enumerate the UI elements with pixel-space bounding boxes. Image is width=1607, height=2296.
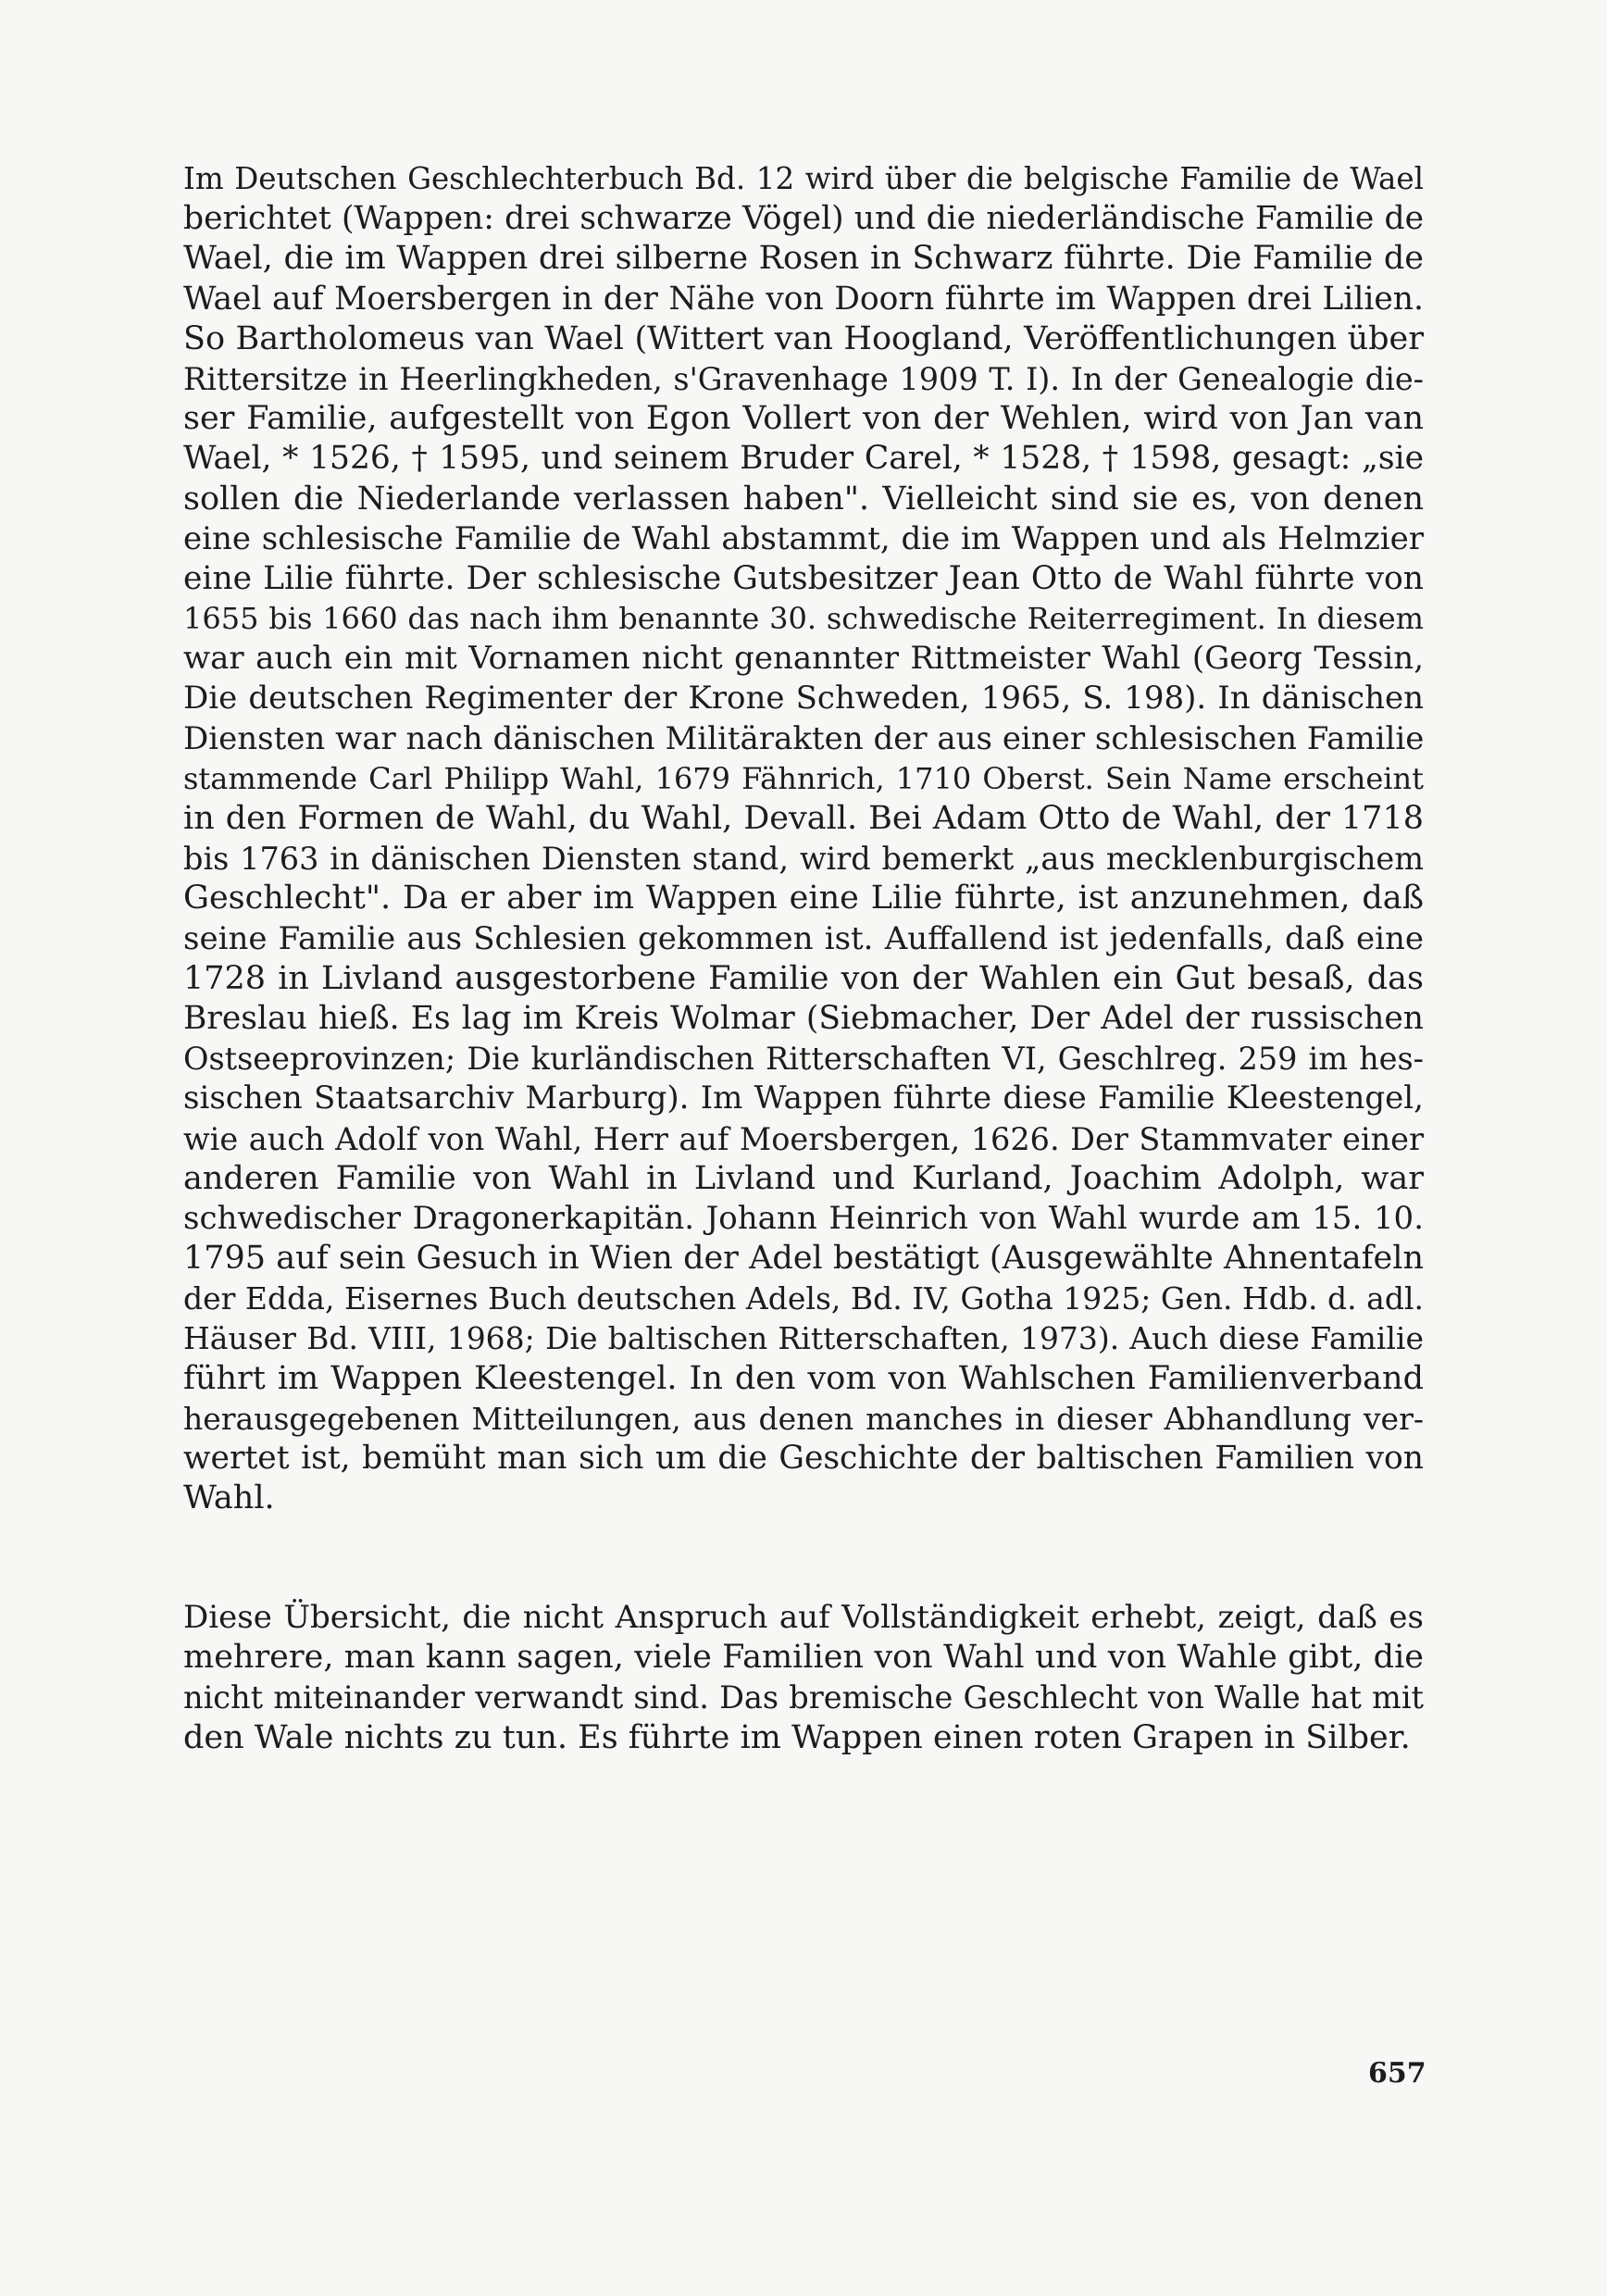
paragraph-1 [183,159,1424,1518]
text-line: Wael, * 1526, † 1595, und seinem Bruder Carel, * 1528, † 1598, gesagt: „sie [183,440,1424,478]
text-line: seine Familie aus Schlesien gekommen ist. Auffallend ist jedenfalls, daß eine [183,919,1424,957]
text-line: mehrere, man kann sagen, viele Familien von Wahl und von Wahle gibt, die [183,1639,1424,1677]
text-line: der Edda, Eisernes Buch deutschen Adels, Bd. IV, Gotha 1925; Gen. Hdb. d. adl. [183,1280,1424,1317]
text-line: in den Formen de Wahl, du Wahl, Devall. Bei Adam Otto de Wahl, der 1718 [183,800,1424,837]
text-line: 1795 auf sein Gesuch in Wien der Adel bestätigt (Ausgewählte Ahnentafeln [183,1240,1424,1278]
text-line: Diese Übersicht, die nicht Anspruch auf Vollständigkeit erhebt, zeigt, daß es [183,1599,1424,1636]
text-line: führt im Wappen Kleestengel. In den vom von Wahlschen Familienverband [183,1359,1424,1397]
text-line: den Wale nichts zu tun. Es führte im Wappen einen roten Grapen in Silber. [183,1718,1411,1756]
text-line: Die deutschen Regimenter der Krone Schweden, 1965, S. 198). In dänischen [183,680,1424,718]
page-number: 657 [1368,2057,1426,2090]
text-line: eine Lilie führte. Der schlesische Gutsbesitzer Jean Otto de Wahl führte von [183,559,1424,597]
text-line: wertet ist, bemüht man sich um die Geschichte der baltischen Familien von [183,1440,1424,1477]
text-line: Breslau hieß. Es lag im Kreis Wolmar (Siebmacher, Der Adel der russischen [183,999,1424,1037]
text-line: Im Deutschen Geschlechterbuch Bd. 12 wird über die belgische Familie de Wael [183,161,1424,196]
text-line: Ostseeprovinzen; Die kurländischen Ritterschaften VI, Geschlreg. 259 im hes- [183,1041,1424,1078]
text-line: Wahl. [183,1479,275,1517]
text-line: bis 1763 in dänischen Diensten stand, wird bemerkt „aus mecklenburgischem [183,841,1424,878]
text-line: Wael auf Moersbergen in der Nähe von Doorn führte im Wappen drei Lilien. [183,280,1424,318]
text-line: sischen Staatsarchiv Marburg). Im Wappen führte diese Familie Kleestengel, [183,1079,1424,1117]
text-line: anderen Familie von Wahl in Livland und Kurland, Joachim Adolph, war [183,1159,1424,1197]
text-line: Diensten war nach dänischen Militärakten der aus einer schlesischen Familie [183,719,1425,757]
text-line: schwedischer Dragonerkapitän. Johann Heinrich von Wahl wurde am 15. 10. [183,1199,1424,1237]
text-line: Wael, die im Wappen drei silberne Rosen in Schwarz führte. Die Familie de [183,240,1424,278]
text-line: nicht miteinander verwandt sind. Das bremische Geschlecht von Walle hat mit [183,1679,1424,1716]
paragraph-2 [183,1598,1424,1758]
text-line: Geschlecht". Da er aber im Wappen eine Lilie führte, ist anzunehmen, daß [183,880,1424,917]
text-line: Häuser Bd. VIII, 1968; Die baltischen Ritterschaften, 1973). Auch diese Familie [183,1320,1424,1357]
text-line: herausgegebenen Mitteilungen, aus denen manches in dieser Abhandlung ver- [183,1400,1424,1437]
text-line: 1728 in Livland ausgestorbene Familie von der Wahlen ein Gut besaß, das [183,959,1424,997]
text-line: sollen die Niederlande verlassen haben". Vielleicht sind sie es, von denen [183,480,1424,518]
text-line: eine schlesische Familie de Wahl abstammt, die im Wappen und als Helmzier [183,519,1424,557]
text-line: berichtet (Wappen: drei schwarze Vögel) und die niederländische Familie de [183,200,1424,238]
text-line: Rittersitze in Heerlingkheden, s'Gravenhage 1909 T. I). In der Genealogie die- [183,360,1424,397]
text-line: war auch ein mit Vornamen nicht genannter Rittmeister Wahl (Georg Tessin, [183,640,1424,678]
text-line: wie auch Adolf von Wahl, Herr auf Moersbergen, 1626. Der Stammvater einer [183,1120,1424,1157]
text-line: 1655 bis 1660 das nach ihm benannte 30. schwedische Reiterregiment. In diesem [183,601,1424,637]
text-line: ser Familie, aufgestellt von Egon Vollert von der Wehlen, wird von Jan van [183,400,1424,438]
text-line: stammende Carl Philipp Wahl, 1679 Fähnrich, 1710 Oberst. Sein Name erscheint [183,760,1424,796]
text-line: So Bartholomeus van Wael (Wittert van Hoogland, Veröffentlichungen über [183,319,1424,357]
